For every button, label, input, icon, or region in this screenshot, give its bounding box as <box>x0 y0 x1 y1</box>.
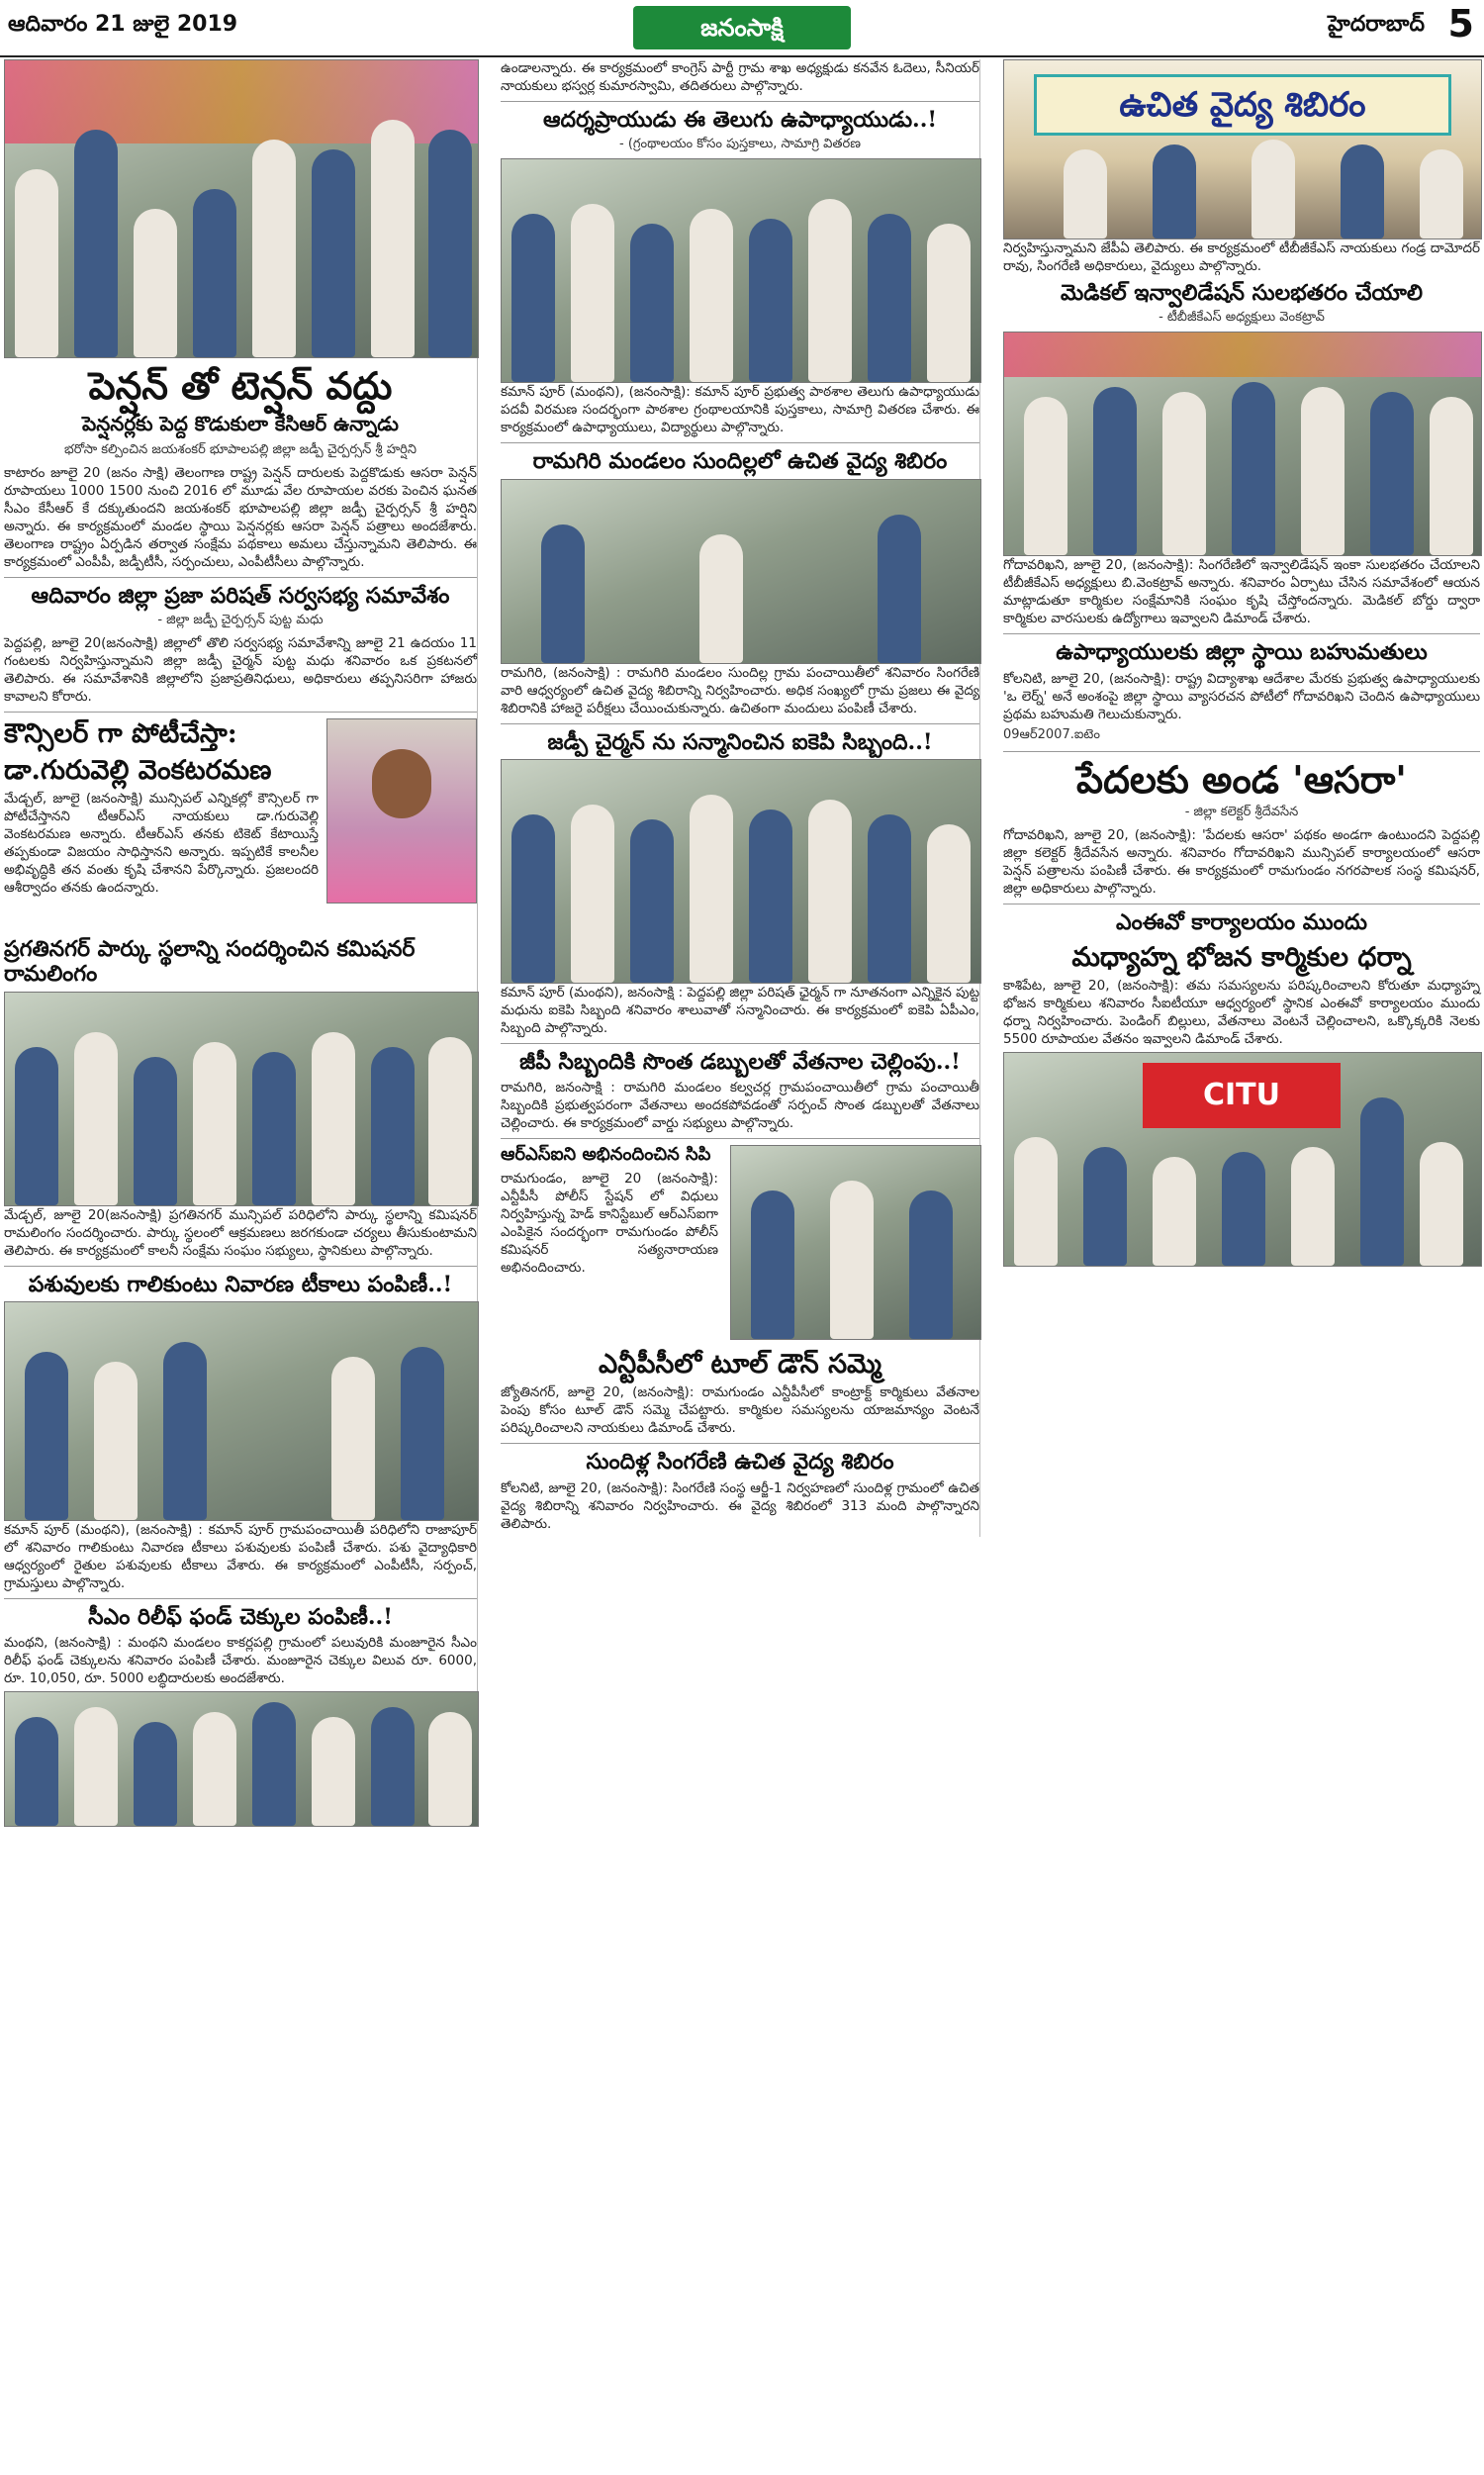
page-number: 5 <box>1447 2 1474 46</box>
headline-telugu-teacher: ఆదర్శప్రాయుడు ఈ తెలుగు ఉపాధ్యాయుడు..! <box>542 107 938 133</box>
telugu-teacher-photo <box>501 158 981 383</box>
headline-sundilla-camp: రామగిరి మండలం సుందిల్లలో ఉచిత వైద్య శిబిరం <box>532 448 948 475</box>
headline-cm-relief: సీఎం రిలీఫ్ ఫండ్ చెక్కుల పంపిణీ..! <box>88 1603 393 1630</box>
article-singareni-camp-body: కోలనిటి, జూలై 20, (జనంసాక్షి): సింగరేణి సంస్థ ఆర్జీ-1 నిర్వహణలో సుందిళ్ల గ్రామంలో ఉచిత వైద్య శిబిరాన్ని శనివారం నిర్వహించారు. ఈ వైద్య శిబిరంలో 313 మంది పాల్గొన్నారని తెలిపారు. <box>501 1479 979 1532</box>
councillor-block <box>4 718 477 931</box>
medical-camp-photo <box>1003 59 1482 239</box>
article-continued-body: ఉండాలన్నారు. ఈ కార్యక్రమంలో కాంగ్రెస్ పార్టీ గ్రామ శాఖ అధ్యక్షుడు కనవేన ఓదెలు, సీనియర్ నాయకులు భస్వర్ల కుమారస్వామి, తదితరులు పాల్గొన్నారు. <box>501 60 979 94</box>
column-right <box>1003 59 1480 1267</box>
credit-telugu-teacher: - (గ్రంథాలయం కోసం పుస్తకాలు, సామాగ్రి వితరణ <box>619 137 861 152</box>
headline-gp-salary: జీపీ సిబ్బందికి సొంత డబ్బులతో వేతనాల చెల్లింపు..! <box>519 1048 961 1075</box>
headline-pension: పెన్షన్ తో టెన్షన్ వద్దు <box>88 363 393 408</box>
article-zp-chairman-honour-body: కమాన్ పూర్ (మంథని), జనంసాక్షి : పెద్దపల్లి జిల్లా పరిషత్ ఛైర్మన్ గా నూతనంగా ఎన్నికైన పుట్ట మధును ఐకెపి సిబ్బంది శనివారం శాలువాతో సన్మానించారు. ఈ కార్యక్రమంలో ఐకెపి ఏపీఎం, సిబ్బంది పాల్గొన్నారు. <box>501 984 979 1036</box>
councillor-portrait <box>326 718 477 904</box>
headline-zp-chairman-honour: జడ్పీ చైర్మన్ ను సన్మానించిన ఐకెపి సిబ్బంది..! <box>547 728 933 755</box>
article-telugu-teacher-body: కమాన్ పూర్ (మంథని), (జనంసాక్షి): కమాన్ పూర్ ప్రభుత్వ పాఠశాల తెలుగు ఉపాధ్యాయుడు పదవీ విరమణ సందర్భంగా పాఠశాల గ్రంథాలయానికి పుస్తకాలు, సామాగ్రి వితరణ చేశారు. ఈ కార్యక్రమంలో ఉపాధ్యాయులు, విద్యార్థులు పాల్గొన్నారు. <box>501 384 979 436</box>
zp-chairman-honour-photo <box>501 759 981 984</box>
headline-ntpc-strike: ఎన్టీపీసీలో టూల్ డౌన్ సమ్మె <box>599 1349 881 1380</box>
medical-camp-banner: ఉచిత వైద్య శిబిరం <box>1034 74 1451 136</box>
article-pension-body: కాటారం జూలై 20 (జనం సాక్షి) తెలంగాణ రాష్ట్ర పెన్షన్ దారులకు పెద్దకొడుకు ఆసరా పెన్షన్ రూపాయలు 1000 1500 నుంచి 2016 లో మూడు వేల రూపాయల వరకు పెంచిన ఘనత సీఎం కేసీఆర్ కే దక్కుతుందని జయశంకర్ భూపాలపల్లి జిల్లా జడ్పీ చైర్పర్సన్ శ్రీ హర్షిని అన్నారు. ఈ కార్యక్రమంలో మండల స్థాయి పెన్షనర్లకు ఆసరా పెన్షన్ పత్రాలు అందజేశారు. తెలంగాణ రాష్ట్రం ఏర్పడిన తర్వాత సంక్షేమ పథకాలు అమలు చేస్తున్నామని తెలిపారు. ఈ కార్యక్రమంలో ఎంపీపీ, జడ్పీటీసీ, సర్పంచులు, ఎంపీటీసీలు పాల్గొన్నారు. <box>4 464 477 570</box>
sundilla-camp-photo <box>501 479 981 664</box>
cattle-vaccine-photo <box>4 1301 479 1521</box>
headline-invalidation: మెడికల్ ఇన్వాలిడేషన్ సులభతరం చేయాలి <box>1061 280 1423 306</box>
headline-mdm-dharna: మధ్యాహ్న భోజన కార్మికుల ధర్నా <box>1071 941 1412 973</box>
article-gp-salary-body: రామగిరి, జనంసాక్షి : రామగిరి మండలం కల్వచర్ల గ్రామపంచాయితీలో గ్రామ పంచాయితీ సిబ్బందికి ప్రభుత్వపరంగా వేతనాలు అందకపోవడంతో సర్పంచ్ సొంత డబ్బులతో వేతనాలు చెల్లించారు. ఈ కార్యక్రమంలో వార్డు సభ్యులు పాల్గొన్నారు. <box>501 1080 979 1132</box>
headline-park-visit: ప్రగతినగర్ పార్కు స్థలాన్ని సందర్శించిన కమిషనర్ రామలింగం <box>4 935 416 988</box>
article-mdm-dharna-body: కాశిపేట, జూలై 20, (జనంసాక్షి): తమ సమస్యలను పరిష్కరించాలని కోరుతూ మధ్యాహ్న భోజన కార్మికులు శనివారం సీఐటీయూ ఆధ్వర్యంలో స్థానిక ఎంఈవో కార్యాలయం ముందు ధర్నా నిర్వహించారు. పెండింగ్ బిల్లులు, వేతనాలు వెంటనే చెల్లించాలని, ఒక్కొక్కరికి నెలకు 5500 రూపాయల వేతనం ఇవ్వాలని డిమాండ్ చేశారు. <box>1003 977 1480 1047</box>
headline-rsi: ఆర్ఎస్ఐని అభినందించిన సిపి <box>501 1144 711 1166</box>
rsi-photo <box>730 1145 981 1340</box>
headline-singareni-camp: సుందిళ్ల సింగరేణి ఉచిత వైద్య శిబిరం <box>586 1449 894 1475</box>
article-zp-meeting-body: పెద్దపల్లి, జూలై 20(జనంసాక్షి) జిల్లాలో తొలి సర్వసభ్య సమావేశాన్ని జూలై 21 ఉదయం 11 గంటలకు నిర్వహిస్తున్నామని జిల్లా జడ్పీ చైర్మన్ పుట్ట మధు శనివారం ఒక ప్రకటనలో తెలిపారు. ఈ సమావేశానికి జిల్లాలోని ప్రజాప్రతినిధులు, అధికారులు తప్పనిసరిగా హాజరు కావాలని కోరారు. <box>4 634 477 705</box>
headline-councillor-name: డా.గురువెల్లి వెంకటరమణ <box>4 755 272 787</box>
issue-date: ఆదివారం 21 జులై 2019 <box>8 12 238 37</box>
credit-zp-meeting: - జిల్లా జడ్పీ చైర్పర్సన్ పుట్ట మధు <box>157 612 324 627</box>
byline-pension: భరోసా కల్పించిన జయశంకర్ భూపాలపల్లి జిల్లా జడ్పీ చైర్పర్సన్ శ్రీ హర్షిని <box>64 441 417 457</box>
headline-asara: పేదలకు అండ 'ఆసరా' <box>1076 756 1407 802</box>
pension-photo <box>4 59 479 358</box>
newspaper-logo: జనంసాక్షి <box>633 6 851 49</box>
cm-relief-photo <box>4 1691 479 1827</box>
column-left <box>4 59 478 1827</box>
headline-cattle-vaccine: పశువులకు గాలికుంటు నివారణ టీకాలు పంపిణీ..! <box>28 1271 453 1297</box>
article-councillor-body: మేడ్చల్, జూలై (జనంసాక్షి) మున్సిపల్ ఎన్నికల్లో కౌన్సిలర్ గా పోటీచేస్తానని టీఆర్ఎస్ నాయకులు డా.గురువెల్లి వెంకటరమణ అన్నారు. టీఆర్ఎస్ తనకు టికెట్ కేటాయిస్తే తప్పకుండా విజయం సాధిస్తానని అన్నారు. ఇప్పటికే కాలనీల అభివృద్ధికి తన వంతు కృషి చేశానని పేర్కొన్నారు. ప్రజలందరి ఆశీర్వాదం తనకు ఉందన్నారు. <box>4 791 319 897</box>
subhead-pension: పెన్షనర్లకు పెద్ద కొడుకులా కెసిఆర్ ఉన్నాడు <box>82 411 399 435</box>
article-sundilla-camp-body: రామగిరి, (జనంసాక్షి) : రామగిరి మండలం సుందిల్ల గ్రామ పంచాయితీలో శనివారం సింగరేణి వారి ఆధ్వర్యంలో ఉచిత వైద్య శిబిరాన్ని నిర్వహించారు. అధిక సంఖ్యలో గ్రామ ప్రజలు ఈ వైద్య శిబిరానికి హాజరై పరీక్షలు చేయించుకున్నారు. ఉచితంగా మందులు పంపిణీ చేశారు. <box>501 664 979 716</box>
column-middle <box>501 59 980 1537</box>
headline-zp-meeting: ఆదివారం జిల్లా ప్రజా పరిషత్ సర్వసభ్య సమావేశం <box>31 582 450 609</box>
invalidation-photo <box>1003 332 1482 556</box>
credit-invalidation: - టీబీజీకేఎస్ అధ్యక్షులు వెంకట్రావ్ <box>1159 310 1325 326</box>
article-rsi-body: రామగుండం, జూలై 20 (జనంసాక్షి): ఎన్టీపీసీ పోలీస్ స్టేషన్ లో విధులు నిర్వహిస్తున్న హెడ్ కానిస్టేబుల్ ఆర్ఎస్ఐగా ఎంపికైన సందర్భంగా రామగుండం పోలీస్ కమిషనర్ సత్యనారాయణ అభినందించారు. <box>501 1170 718 1276</box>
rsi-block <box>501 1145 979 1343</box>
masthead <box>0 0 1484 57</box>
edition-city: హైదరాబాద్ <box>1328 12 1425 37</box>
headline-teacher-awards: ఉపాధ్యాయులకు జిల్లా స్థాయి బహుమతులు <box>1056 639 1428 666</box>
article-ntpc-strike-body: జ్యోతినగర్, జూలై 20, (జనంసాక్షి): రామగుండం ఎన్టీపీసీలో కాంట్రాక్ట్ కార్మికులు వేతనాల పెంపు కోసం టూల్ డౌన్ సమ్మె చేపట్టారు. కార్మికుల సమస్యలను యాజమాన్యం వెంటనే పరిష్కరించాలని నాయకులు డిమాండ్ చేశారు. <box>501 1384 979 1437</box>
article-cm-relief-body: మంథని, (జనంసాక్షి) : మంథని మండలం కాకర్లపల్లి గ్రామంలో పలువురికి మంజూరైన సీఎం రిలీఫ్ ఫండ్ చెక్కులను శనివారం పంపిణీ చేశారు. మంజూరైన చెక్కుల విలువ రూ. 6000, రూ. 10,050, రూ. 5000 లబ్ధిదారులకు అందజేశారు. <box>4 1635 477 1687</box>
article-cattle-vaccine-body: కమాన్ పూర్ (మంథని), (జనంసాక్షి) : కమాన్ పూర్ గ్రామపంచాయితీ పరిధిలోని రాజాపూర్ లో శనివారం గాలికుంటు నివారణ టీకాలు పశువులకు పంపిణీ చేశారు. పశు వైద్యాధికారి ఆధ్వర్యంలో రైతుల పశువులకు టీకాలు వేశారు. ఈ కార్యక్రమంలో ఎంపీటీసీ, సర్పంచ్, గ్రామస్తులు పాల్గొన్నారు. <box>4 1521 477 1591</box>
item-note: 09ఆర్2007.ఐటెం <box>1003 726 1100 742</box>
article-teacher-awards-body: కోలనిటి, జూలై 20, (జనంసాక్షి): రాష్ట్ర విద్యాశాఖ ఆదేశాల మేరకు ప్రభుత్వ ఉపాధ్యాయులకు 'ఒ లెర్న్' అనే అంశంపై జిల్లా స్థాయి వ్యాసరచన పోటీలో గోదావరిఖని చెందిన ఉపాధ్యాయులు ప్రథమ బహుమతి గెలుచుకున్నారు. <box>1003 670 1480 722</box>
article-invalidation-body: గోదావరిఖని, జూలై 20, (జనంసాక్షి): సింగరేణిలో ఇన్వాలిడేషన్ ఇంకా సులభతరం చేయాలని టీబీజీకేఎస్ అధ్యక్షులు బి.వెంకట్రావ్ అన్నారు. శనివారం ఏర్పాటు చేసిన సమావేశంలో ఆయన మాట్లాడుతూ కార్మికుల సంక్షేమానికి సంఘం కృషి చేస్తోందన్నారు. మెడికల్ బోర్డు ద్వారా కార్మికుల వారసులకు ఉద్యోగాలు ఇవ్వాలని డిమాండ్ చేశారు. <box>1003 557 1480 627</box>
citu-dharna-photo <box>1003 1052 1482 1267</box>
headline-councillor: కౌన్సిలర్ గా పోటీచేస్తా: <box>4 717 237 749</box>
park-visit-photo <box>4 992 479 1206</box>
credit-asara: - జిల్లా కలెక్టర్ శ్రీదేవసేన <box>1184 805 1299 820</box>
article-medical-camp-body: నిర్వహిస్తున్నామని జేపీఏ తెలిపారు. ఈ కార్యక్రమంలో టీబీజీకేఎస్ నాయకులు గండ్ర దామోదర్ రావు, సింగరేణి అధికారులు, వైద్యులు పాల్గొన్నారు. <box>1003 240 1480 274</box>
article-park-visit-body: మేడ్చల్, జూలై 20(జనంసాక్షి) ప్రగతినగర్ మున్సిపల్ పరిధిలోని పార్కు స్థలాన్ని కమిషనర్ రామలింగం సందర్శించారు. పార్కు స్థలంలో ఆక్రమణలు జరగకుండా చర్యలు తీసుకుంటామని తెలిపారు. ఈ కార్యక్రమంలో కాలనీ సంక్షేమ సంఘం సభ్యులు, స్థానికులు పాల్గొన్నారు. <box>4 1206 477 1259</box>
citu-banner: CITU <box>1143 1063 1341 1128</box>
article-asara-body: గోదావరిఖని, జూలై 20, (జనంసాక్షి): 'పేదలకు ఆసరా' పథకం అండగా ఉంటుందని పెద్దపల్లి జిల్లా కలెక్టర్ శ్రీదేవసేన అన్నారు. శనివారం గోదావరిఖని మున్సిపల్ కార్యాలయంలో ఆసరా పెన్షన్ పత్రాలను పంపిణీ చేశారు. ఈ కార్యక్రమంలో రామగుండం నగరపాలక సంస్థ కమిషనర్, జిల్లా అధికారులు పాల్గొన్నారు. <box>1003 827 1480 898</box>
headline-meo-office: ఎంఈవో కార్యాలయం ముందు <box>1116 909 1367 936</box>
